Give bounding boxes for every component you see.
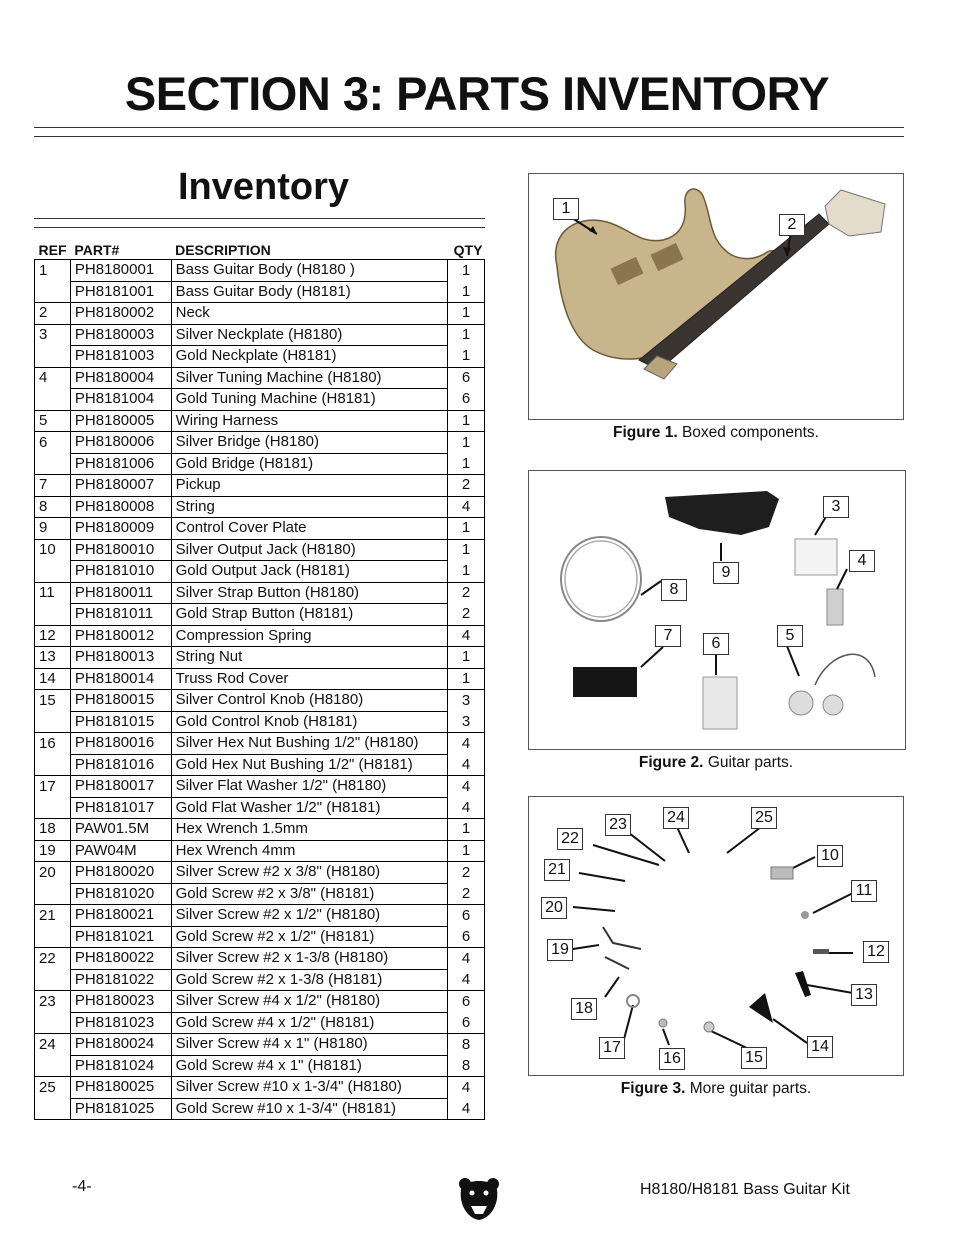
table-row bbox=[35, 948, 485, 970]
cell-qty: 8 bbox=[448, 1055, 485, 1077]
table-row bbox=[35, 260, 485, 282]
cell-qty: 3 bbox=[448, 690, 485, 712]
parts-inventory-table bbox=[34, 241, 485, 1120]
callout-14: 14 bbox=[807, 1036, 833, 1058]
cell-desc: Gold Output Jack (H8181) bbox=[171, 561, 447, 583]
cell-part: PH8181011 bbox=[70, 604, 171, 626]
figure-3-caption: Figure 3. More guitar parts. bbox=[620, 1080, 812, 1097]
cell-part: PH8180003 bbox=[70, 324, 171, 346]
cell-desc: Truss Rod Cover bbox=[171, 668, 447, 690]
cell-desc: Silver Screw #2 x 3/8" (H8180) bbox=[171, 862, 447, 884]
callout-6: 6 bbox=[703, 633, 729, 655]
cell-qty: 1 bbox=[448, 453, 485, 475]
cell-part: PH8180024 bbox=[70, 1034, 171, 1056]
table-row bbox=[35, 668, 485, 690]
cell-desc: Gold Screw #2 x 3/8" (H8181) bbox=[171, 883, 447, 905]
cell-part: PH8181004 bbox=[70, 389, 171, 411]
cell-part: PH8180008 bbox=[70, 496, 171, 518]
table-row bbox=[35, 840, 485, 862]
header-qty: QTY bbox=[453, 242, 483, 258]
table-row bbox=[35, 926, 485, 948]
cell-qty: 1 bbox=[448, 561, 485, 583]
cell-qty: 4 bbox=[448, 776, 485, 798]
cell-ref: 15 bbox=[35, 690, 71, 712]
table-header-row bbox=[35, 241, 485, 260]
cell-ref bbox=[35, 969, 71, 991]
callout-12: 12 bbox=[863, 941, 889, 963]
cell-part: PH8180005 bbox=[70, 410, 171, 432]
cell-ref bbox=[35, 389, 71, 411]
table-row bbox=[35, 453, 485, 475]
cell-part: PH8181006 bbox=[70, 453, 171, 475]
cell-desc: Silver Screw #2 x 1-3/8 (H8180) bbox=[171, 948, 447, 970]
table-row bbox=[35, 690, 485, 712]
cell-ref bbox=[35, 1055, 71, 1077]
cell-ref: 5 bbox=[35, 410, 71, 432]
cell-ref: 19 bbox=[35, 840, 71, 862]
cell-ref: 20 bbox=[35, 862, 71, 884]
cell-qty: 6 bbox=[448, 389, 485, 411]
cell-part: PH8180012 bbox=[70, 625, 171, 647]
cell-qty: 2 bbox=[448, 582, 485, 604]
callout-11: 11 bbox=[851, 880, 877, 902]
cell-part: PH8181003 bbox=[70, 346, 171, 368]
cell-ref bbox=[35, 797, 71, 819]
cell-desc: Silver Flat Washer 1/2" (H8180) bbox=[171, 776, 447, 798]
cell-ref bbox=[35, 604, 71, 626]
cell-desc: Pickup bbox=[171, 475, 447, 497]
cell-desc: Gold Screw #10 x 1-3/4" (H8181) bbox=[171, 1098, 447, 1120]
cell-desc: Neck bbox=[171, 303, 447, 325]
cell-desc: Control Cover Plate bbox=[171, 518, 447, 540]
table-row bbox=[35, 1077, 485, 1099]
cell-part: PH8181024 bbox=[70, 1055, 171, 1077]
table-row bbox=[35, 346, 485, 368]
table-row bbox=[35, 754, 485, 776]
table-row bbox=[35, 281, 485, 303]
cell-part: PH8181016 bbox=[70, 754, 171, 776]
cell-desc: Bass Guitar Body (H8181) bbox=[171, 281, 447, 303]
cell-qty: 4 bbox=[448, 797, 485, 819]
cell-ref bbox=[35, 281, 71, 303]
callout-19: 19 bbox=[547, 939, 573, 961]
table-row bbox=[35, 797, 485, 819]
cell-qty: 6 bbox=[448, 991, 485, 1013]
cell-qty: 4 bbox=[448, 969, 485, 991]
cell-ref: 13 bbox=[35, 647, 71, 669]
cell-desc: Hex Wrench 1.5mm bbox=[171, 819, 447, 841]
cell-desc: Silver Tuning Machine (H8180) bbox=[171, 367, 447, 389]
cell-desc: Bass Guitar Body (H8180 ) bbox=[171, 260, 447, 282]
callout-2: 2 bbox=[779, 214, 805, 236]
cell-qty: 1 bbox=[448, 346, 485, 368]
cell-qty: 6 bbox=[448, 1012, 485, 1034]
inventory-rule-top bbox=[34, 218, 485, 219]
bear-head-icon bbox=[457, 1176, 501, 1222]
table-row bbox=[35, 905, 485, 927]
cell-ref bbox=[35, 711, 71, 733]
cell-part: PH8180015 bbox=[70, 690, 171, 712]
cell-desc: Gold Control Knob (H8181) bbox=[171, 711, 447, 733]
callout-10: 10 bbox=[817, 845, 843, 867]
cell-part: PH8181010 bbox=[70, 561, 171, 583]
cell-ref: 23 bbox=[35, 991, 71, 1013]
callout-17: 17 bbox=[599, 1037, 625, 1059]
cell-part: PH8181001 bbox=[70, 281, 171, 303]
cell-qty: 2 bbox=[448, 604, 485, 626]
table-row bbox=[35, 1034, 485, 1056]
table-row bbox=[35, 711, 485, 733]
cell-part: PH8180002 bbox=[70, 303, 171, 325]
cell-desc: Hex Wrench 4mm bbox=[171, 840, 447, 862]
cell-ref: 1 bbox=[35, 260, 71, 282]
cell-qty: 1 bbox=[448, 303, 485, 325]
parts-table-body bbox=[35, 260, 485, 1120]
cell-part: PH8180023 bbox=[70, 991, 171, 1013]
cell-ref: 22 bbox=[35, 948, 71, 970]
cell-part: PH8181015 bbox=[70, 711, 171, 733]
cell-qty: 1 bbox=[448, 324, 485, 346]
callout-24: 24 bbox=[663, 807, 689, 829]
callout-7: 7 bbox=[655, 625, 681, 647]
cell-ref: 11 bbox=[35, 582, 71, 604]
cell-desc: Gold Hex Nut Bushing 1/2" (H8181) bbox=[171, 754, 447, 776]
cell-desc: Gold Screw #2 x 1/2" (H8181) bbox=[171, 926, 447, 948]
cell-qty: 1 bbox=[448, 840, 485, 862]
cell-part: PH8181017 bbox=[70, 797, 171, 819]
figure-2-caption: Figure 2. Guitar parts. bbox=[638, 754, 794, 771]
cell-desc: String Nut bbox=[171, 647, 447, 669]
cell-desc: Gold Tuning Machine (H8181) bbox=[171, 389, 447, 411]
cell-ref: 16 bbox=[35, 733, 71, 755]
cell-desc: Silver Control Knob (H8180) bbox=[171, 690, 447, 712]
cell-ref: 3 bbox=[35, 324, 71, 346]
cell-part: PH8180011 bbox=[70, 582, 171, 604]
table-row bbox=[35, 539, 485, 561]
title-rule-bottom bbox=[34, 136, 904, 137]
cell-qty: 2 bbox=[448, 883, 485, 905]
cell-ref: 18 bbox=[35, 819, 71, 841]
cell-qty: 3 bbox=[448, 711, 485, 733]
table-row bbox=[35, 647, 485, 669]
table-row bbox=[35, 733, 485, 755]
cell-desc: Silver Screw #4 x 1" (H8180) bbox=[171, 1034, 447, 1056]
cell-part: PH8180022 bbox=[70, 948, 171, 970]
cell-qty: 6 bbox=[448, 905, 485, 927]
callout-5: 5 bbox=[777, 625, 803, 647]
cell-desc: Silver Screw #4 x 1/2" (H8180) bbox=[171, 991, 447, 1013]
callout-3: 3 bbox=[823, 496, 849, 518]
cell-qty: 1 bbox=[448, 518, 485, 540]
table-row bbox=[35, 819, 485, 841]
table-row bbox=[35, 324, 485, 346]
cell-desc: Wiring Harness bbox=[171, 410, 447, 432]
cell-ref bbox=[35, 1098, 71, 1120]
cell-part: PH8181020 bbox=[70, 883, 171, 905]
header-ref: REF bbox=[38, 242, 67, 258]
table-row bbox=[35, 862, 485, 884]
cell-ref: 8 bbox=[35, 496, 71, 518]
guitar-body-neck-illustration bbox=[529, 174, 903, 419]
cell-desc: Silver Screw #10 x 1-3/4" (H8180) bbox=[171, 1077, 447, 1099]
cell-desc: Silver Neckplate (H8180) bbox=[171, 324, 447, 346]
figure-3-more-guitar-parts bbox=[528, 796, 904, 1076]
cell-part: PH8180021 bbox=[70, 905, 171, 927]
cell-ref bbox=[35, 754, 71, 776]
cell-qty: 1 bbox=[448, 819, 485, 841]
cell-ref bbox=[35, 346, 71, 368]
cell-qty: 8 bbox=[448, 1034, 485, 1056]
callout-21: 21 bbox=[544, 859, 570, 881]
table-row bbox=[35, 1012, 485, 1034]
cell-qty: 1 bbox=[448, 539, 485, 561]
callout-4: 4 bbox=[849, 550, 875, 572]
callout-15: 15 bbox=[741, 1047, 767, 1069]
cell-desc: Silver Screw #2 x 1/2" (H8180) bbox=[171, 905, 447, 927]
table-row bbox=[35, 475, 485, 497]
cell-part: PH8180014 bbox=[70, 668, 171, 690]
cell-desc: Gold Flat Washer 1/2" (H8181) bbox=[171, 797, 447, 819]
cell-qty: 1 bbox=[448, 410, 485, 432]
cell-ref: 4 bbox=[35, 367, 71, 389]
cell-desc: Gold Screw #4 x 1" (H8181) bbox=[171, 1055, 447, 1077]
cell-desc: Silver Hex Nut Bushing 1/2" (H8180) bbox=[171, 733, 447, 755]
callout-16: 16 bbox=[659, 1048, 685, 1070]
cell-desc: Gold Bridge (H8181) bbox=[171, 453, 447, 475]
header-part: PART# bbox=[74, 242, 120, 258]
cell-desc: Silver Output Jack (H8180) bbox=[171, 539, 447, 561]
figure-1-caption: Figure 1. Boxed components. bbox=[613, 424, 819, 441]
cell-qty: 4 bbox=[448, 625, 485, 647]
table-row bbox=[35, 1098, 485, 1120]
cell-desc: Silver Bridge (H8180) bbox=[171, 432, 447, 454]
cell-desc: String bbox=[171, 496, 447, 518]
callout-1: 1 bbox=[553, 198, 579, 220]
cell-ref bbox=[35, 1012, 71, 1034]
table-row bbox=[35, 604, 485, 626]
cell-qty: 2 bbox=[448, 475, 485, 497]
callout-22: 22 bbox=[557, 828, 583, 850]
cell-ref: 9 bbox=[35, 518, 71, 540]
cell-qty: 1 bbox=[448, 281, 485, 303]
table-row bbox=[35, 432, 485, 454]
cell-qty: 4 bbox=[448, 948, 485, 970]
figure-2-guitar-parts bbox=[528, 470, 906, 750]
cell-part: PH8180010 bbox=[70, 539, 171, 561]
cell-ref: 2 bbox=[35, 303, 71, 325]
cell-ref: 17 bbox=[35, 776, 71, 798]
inventory-rule-bottom bbox=[34, 227, 485, 228]
cell-qty: 6 bbox=[448, 926, 485, 948]
callout-9: 9 bbox=[713, 562, 739, 584]
cell-part: PH8181023 bbox=[70, 1012, 171, 1034]
table-row bbox=[35, 496, 485, 518]
table-row bbox=[35, 518, 485, 540]
cell-ref: 6 bbox=[35, 432, 71, 454]
table-row bbox=[35, 969, 485, 991]
cell-ref: 7 bbox=[35, 475, 71, 497]
cell-part: PH8180006 bbox=[70, 432, 171, 454]
footer-model-name: H8180/H8181 Bass Guitar Kit bbox=[640, 1181, 850, 1198]
section-title: SECTION 3: PARTS INVENTORY bbox=[124, 67, 830, 120]
cell-qty: 1 bbox=[448, 260, 485, 282]
cell-part: PH8180007 bbox=[70, 475, 171, 497]
cell-desc: Compression Spring bbox=[171, 625, 447, 647]
cell-ref: 25 bbox=[35, 1077, 71, 1099]
callout-18: 18 bbox=[571, 998, 597, 1020]
cell-part: PH8181021 bbox=[70, 926, 171, 948]
callout-25: 25 bbox=[751, 807, 777, 829]
cell-desc: Gold Neckplate (H8181) bbox=[171, 346, 447, 368]
cell-qty: 4 bbox=[448, 733, 485, 755]
cell-desc: Silver Strap Button (H8180) bbox=[171, 582, 447, 604]
cell-part: PH8180017 bbox=[70, 776, 171, 798]
figure-1-boxed-components bbox=[528, 173, 904, 420]
cell-ref bbox=[35, 453, 71, 475]
table-row bbox=[35, 991, 485, 1013]
header-description: DESCRIPTION bbox=[175, 242, 271, 258]
page-number: -4- bbox=[72, 1178, 92, 1195]
cell-qty: 1 bbox=[448, 647, 485, 669]
table-row bbox=[35, 410, 485, 432]
table-row bbox=[35, 303, 485, 325]
cell-part: PH8180016 bbox=[70, 733, 171, 755]
cell-qty: 4 bbox=[448, 1098, 485, 1120]
cell-part: PH8180009 bbox=[70, 518, 171, 540]
cell-part: PAW01.5M bbox=[70, 819, 171, 841]
cell-ref: 14 bbox=[35, 668, 71, 690]
cell-qty: 2 bbox=[448, 862, 485, 884]
table-row bbox=[35, 367, 485, 389]
cell-part: PH8180004 bbox=[70, 367, 171, 389]
cell-qty: 6 bbox=[448, 367, 485, 389]
table-row bbox=[35, 625, 485, 647]
cell-desc: Gold Screw #2 x 1-3/8 (H8181) bbox=[171, 969, 447, 991]
cell-ref bbox=[35, 926, 71, 948]
cell-ref bbox=[35, 883, 71, 905]
cell-qty: 4 bbox=[448, 496, 485, 518]
table-row bbox=[35, 883, 485, 905]
table-row bbox=[35, 561, 485, 583]
callout-23: 23 bbox=[605, 814, 631, 836]
cell-qty: 1 bbox=[448, 668, 485, 690]
small-parts-illustration bbox=[529, 797, 903, 1075]
cell-part: PH8181025 bbox=[70, 1098, 171, 1120]
inventory-heading: Inventory bbox=[178, 166, 350, 208]
table-row bbox=[35, 582, 485, 604]
table-row bbox=[35, 1055, 485, 1077]
table-row bbox=[35, 776, 485, 798]
table-row bbox=[35, 389, 485, 411]
cell-part: PH8180020 bbox=[70, 862, 171, 884]
cell-qty: 4 bbox=[448, 1077, 485, 1099]
cell-ref: 12 bbox=[35, 625, 71, 647]
cell-part: PH8180001 bbox=[70, 260, 171, 282]
cell-part: PAW04M bbox=[70, 840, 171, 862]
cell-ref: 24 bbox=[35, 1034, 71, 1056]
cell-qty: 4 bbox=[448, 754, 485, 776]
callout-13: 13 bbox=[851, 984, 877, 1006]
callout-20: 20 bbox=[541, 897, 567, 919]
cell-ref bbox=[35, 561, 71, 583]
cell-qty: 1 bbox=[448, 432, 485, 454]
cell-ref: 21 bbox=[35, 905, 71, 927]
cell-desc: Gold Strap Button (H8181) bbox=[171, 604, 447, 626]
title-rule-top bbox=[34, 127, 904, 128]
cell-desc: Gold Screw #4 x 1/2" (H8181) bbox=[171, 1012, 447, 1034]
cell-ref: 10 bbox=[35, 539, 71, 561]
cell-part: PH8181022 bbox=[70, 969, 171, 991]
cell-part: PH8180025 bbox=[70, 1077, 171, 1099]
cell-part: PH8180013 bbox=[70, 647, 171, 669]
callout-8: 8 bbox=[661, 579, 687, 601]
